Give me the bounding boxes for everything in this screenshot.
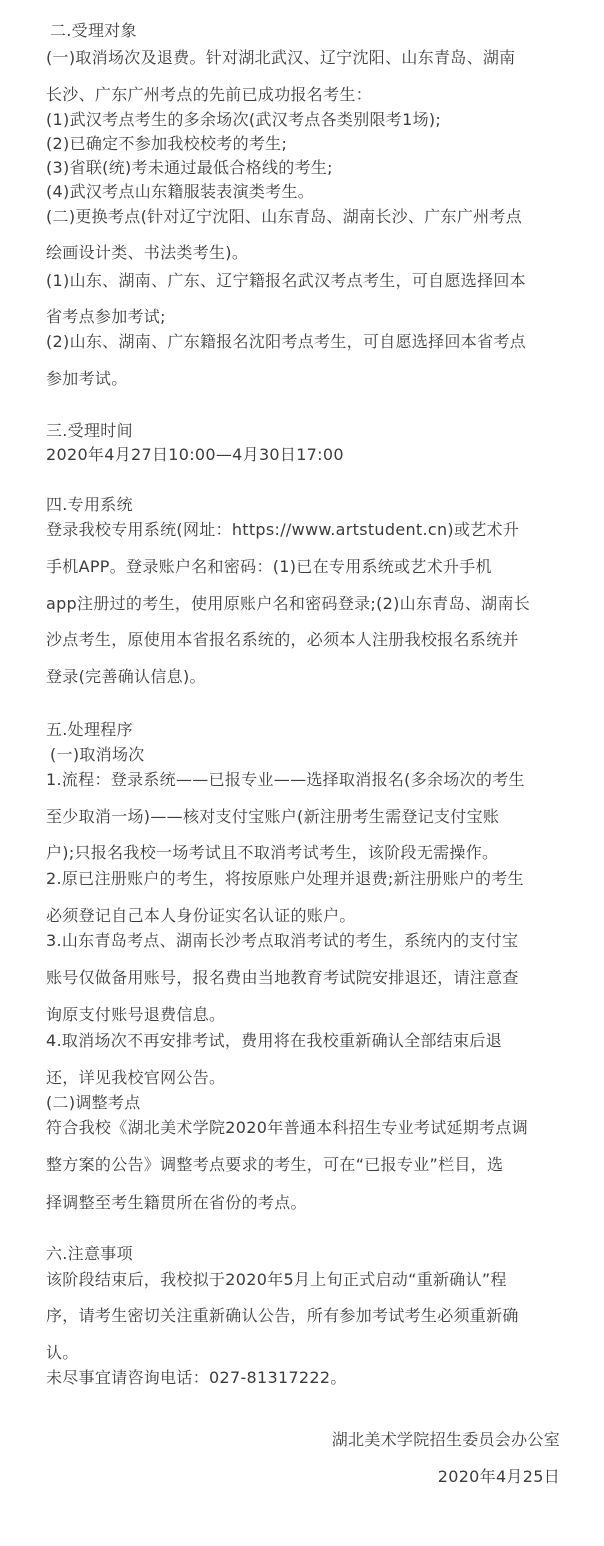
subsection-heading: (一)取消场次 (50, 745, 145, 764)
paragraph-line: 户);只报名我校一场考试且不取消考试考生，该阶段无需操作。 (46, 843, 499, 862)
paragraph-line: 该阶段结束后，我校拟于2020年5月上旬正式启动“重新确认”程 (46, 1270, 507, 1289)
paragraph-line: 2.原已注册账户的考生，将按原账户处理并退费;新注册账户的考生 (46, 869, 524, 888)
paragraph-line: 绘画设计类、书法类考生)。 (46, 243, 249, 262)
section-heading: 三.受理时间 (46, 421, 133, 440)
paragraph-line: 择调整至考生籍贯所在省份的考点。 (46, 1193, 307, 1212)
paragraph-line: 序，请考生密切关注重新确认公告，所有参加考试考生必须重新确 (46, 1306, 519, 1325)
paragraph-line: 账号仅做备用账号，报名费由当地教育考试院安排退还，请注意查 (46, 968, 519, 987)
paragraph-line: (一)取消场次及退费。针对湖北武汉、辽宁沈阳、山东青岛、湖南 (46, 48, 516, 67)
paragraph-line: (4)武汉考点山东籍服装表演类考生。 (46, 182, 315, 201)
paragraph-line: 参加考试。 (46, 369, 128, 388)
section-heading: 五.处理程序 (46, 720, 133, 739)
paragraph-line: 必须登记自己本人身份证实名认证的账户。 (46, 906, 356, 925)
section-heading: 四.专用系统 (46, 495, 133, 514)
paragraph-line: 登录我校专用系统(网址：https://www.artstudent.cn)或艺术升 (46, 520, 520, 539)
signature-date: 2020年4月25日 (437, 1467, 560, 1486)
paragraph-line: 询原支付账号退费信息。 (46, 1005, 226, 1024)
paragraph-line: 至少取消一场)——核对支付宝账户(新注册考生需登记支付宝账 (46, 807, 500, 826)
section-heading: 六.注意事项 (46, 1244, 133, 1263)
paragraph-line: 整方案的公告》调整考点要求的考生，可在“已报专业”栏目，选 (46, 1155, 504, 1174)
subsection-heading: (二)调整考点 (46, 1093, 141, 1112)
paragraph-line: (二)更换考点(针对辽宁沈阳、山东青岛、湖南长沙、广东广州考点 (46, 207, 523, 226)
paragraph-line: (3)省联(统)考未通过最低合格线的考生; (46, 158, 333, 177)
paragraph-line: 2020年4月27日10:00—4月30日17:00 (46, 445, 344, 464)
paragraph-line: (1)武汉考点考生的多余场次(武汉考点各类别限考1场); (46, 110, 442, 129)
paragraph-line: 登录(完善确认信息)。 (46, 667, 206, 686)
signature-org: 湖北美术学院招生委员会办公室 (331, 1430, 560, 1449)
paragraph-line: 手机APP。登录账户名和密码：(1)已在专用系统或艺术升手机 (46, 557, 492, 576)
paragraph-line: 3.山东青岛考点、湖南长沙考点取消考试的考生，系统内的支付宝 (46, 931, 519, 950)
paragraph-line: 省考点参加考试; (46, 307, 166, 326)
paragraph-line: 4.取消场次不再安排考试，费用将在我校重新确认全部结束后退 (46, 1031, 502, 1050)
paragraph-line: (1)山东、湖南、广东、辽宁籍报名武汉考点考生，可自愿选择回本 (46, 271, 526, 290)
paragraph-line: 沙点考生，原使用本省报名系统的，必须本人注册我校报名系统并 (46, 630, 519, 649)
paragraph-line: 还，详见我校官网公告。 (46, 1068, 226, 1087)
paragraph-line: 认。 (46, 1343, 79, 1362)
section-heading: 二.受理对象 (50, 21, 137, 40)
paragraph-line: 长沙、广东广州考点的先前已成功报名考生： (46, 85, 373, 104)
paragraph-line: 1.流程：登录系统——已报专业——选择取消报名(多余场次的考生 (46, 770, 525, 789)
paragraph-line: 未尽事宜请咨询电话：027-81317222。 (46, 1368, 347, 1387)
paragraph-line: (2)已确定不参加我校校考的考生; (46, 134, 288, 153)
paragraph-line: (2)山东、湖南、广东籍报名沈阳考点考生，可自愿选择回本省考点 (46, 332, 526, 351)
paragraph-line: 符合我校《湖北美术学院2020年普通本科招生专业考试延期考点调 (46, 1118, 529, 1137)
paragraph-line: app注册过的考生，使用原账户名和密码登录;(2)山东青岛、湖南长 (46, 594, 531, 613)
